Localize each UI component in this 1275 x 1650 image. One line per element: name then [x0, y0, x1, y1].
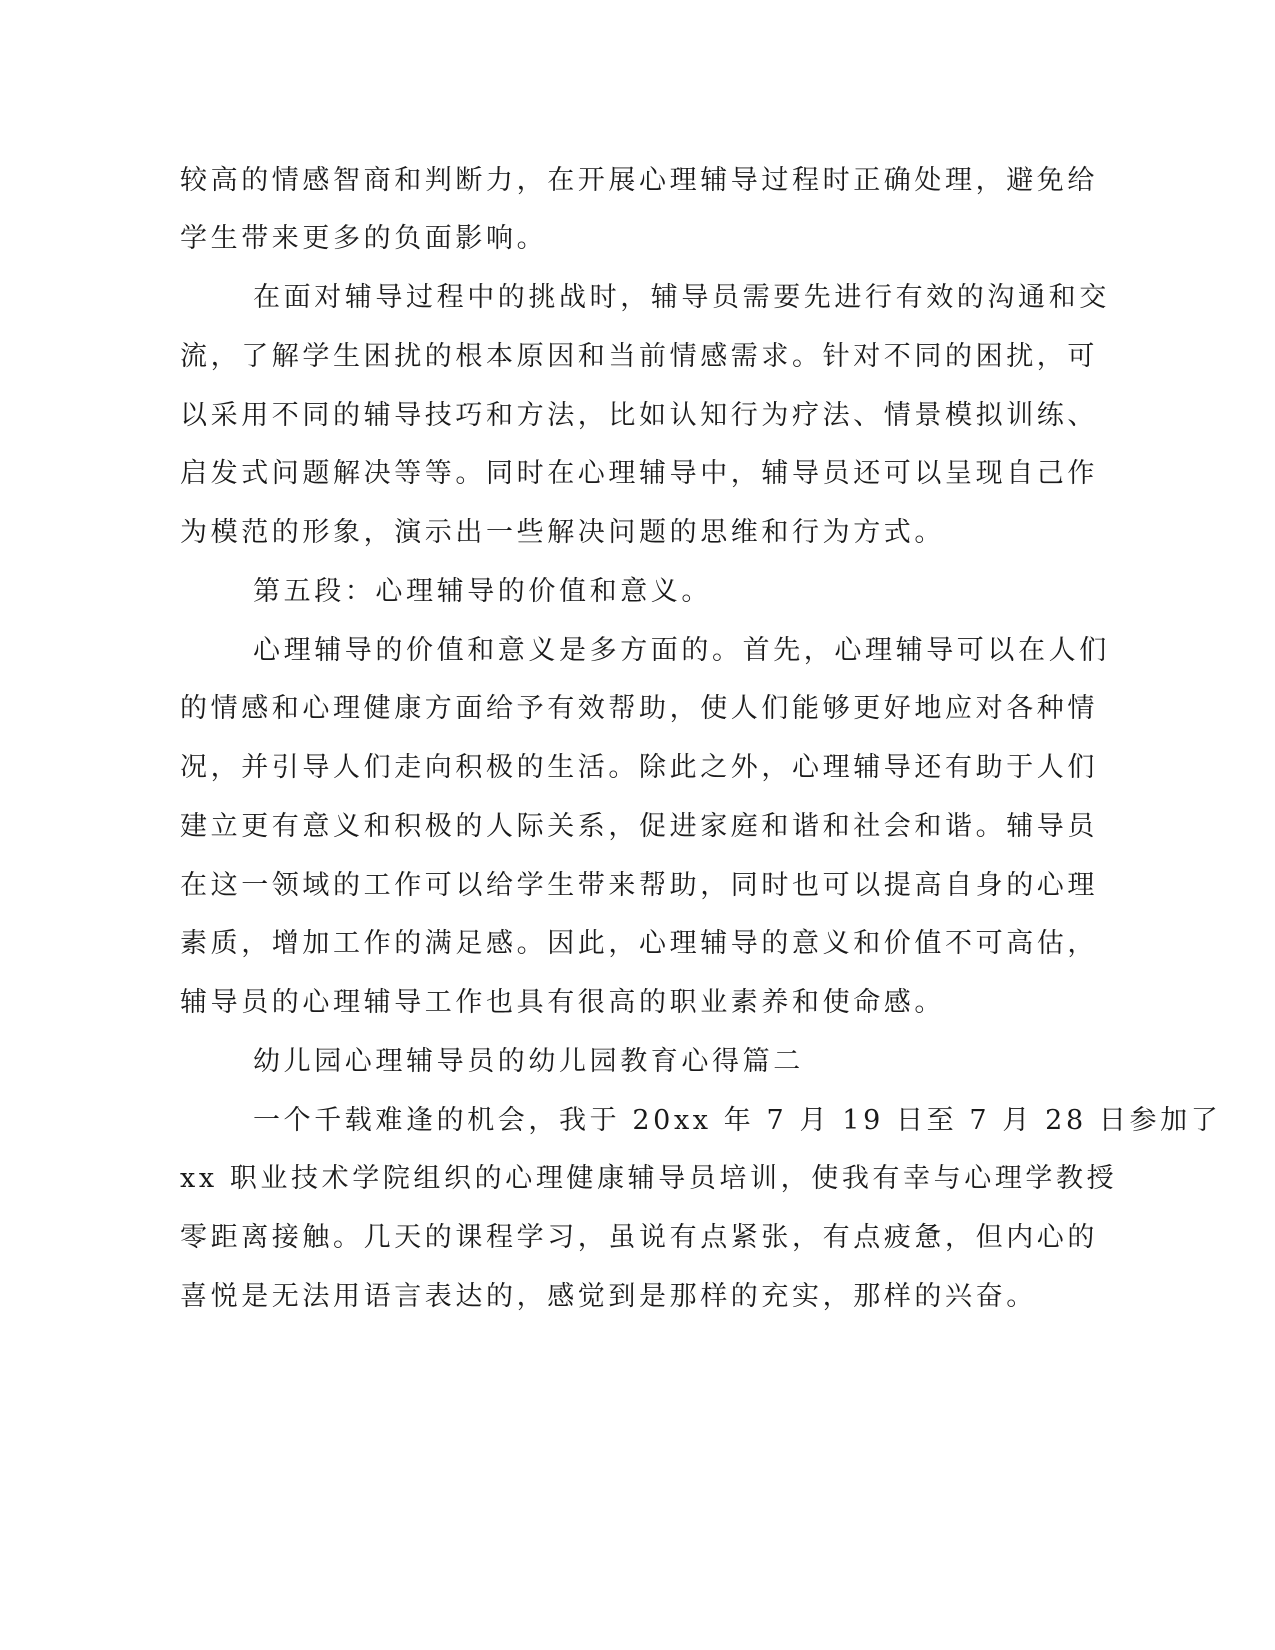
section-heading: 幼儿园心理辅导员的幼儿园教育心得篇二: [253, 1046, 804, 1077]
text-line: 以采用不同的辅导技巧和方法，比如认知行为疗法、情景模拟训练、: [180, 400, 1098, 431]
text-line: 喜悦是无法用语言表达的，感觉到是那样的充实，那样的兴奋。: [180, 1281, 1037, 1312]
text-line: 况，并引导人们走向积极的生活。除此之外，心理辅导还有助于人们: [180, 752, 1098, 783]
text-line: 辅导员的心理辅导工作也具有很高的职业素养和使命感。: [180, 987, 945, 1018]
text-line: 在面对辅导过程中的挑战时，辅导员需要先进行有效的沟通和交: [253, 282, 1110, 313]
text-line: 建立更有意义和积极的人际关系，促进家庭和谐和社会和谐。辅导员: [180, 811, 1098, 842]
text-line: 为模范的形象，演示出一些解决问题的思维和行为方式。: [180, 517, 945, 548]
text-line: 在这一领域的工作可以给学生带来帮助，同时也可以提高自身的心理: [180, 870, 1098, 901]
text-line: xx 职业技术学院组织的心理健康辅导员培训，使我有幸与心理学教授: [180, 1163, 1118, 1194]
text-line: 学生带来更多的负面影响。: [180, 223, 548, 254]
section-heading: 第五段：心理辅导的价值和意义。: [253, 576, 712, 607]
text-line: 启发式问题解决等等。同时在心理辅导中，辅导员还可以呈现自己作: [180, 458, 1098, 489]
text-line: 一个千载难逢的机会，我于 20xx 年 7 月 19 日至 7 月 28 日参加了: [253, 1105, 1222, 1136]
text-line: 心理辅导的价值和意义是多方面的。首先，心理辅导可以在人们: [253, 635, 1110, 666]
text-line: 的情感和心理健康方面给予有效帮助，使人们能够更好地应对各种情: [180, 693, 1098, 724]
text-line: 素质，增加工作的满足感。因此，心理辅导的意义和价值不可高估，: [180, 928, 1098, 959]
text-line: 零距离接触。几天的课程学习，虽说有点紧张，有点疲惫，但内心的: [180, 1222, 1098, 1253]
text-line: 流，了解学生困扰的根本原因和当前情感需求。针对不同的困扰，可: [180, 341, 1098, 372]
text-line: 较高的情感智商和判断力，在开展心理辅导过程时正确处理，避免给: [180, 165, 1098, 196]
